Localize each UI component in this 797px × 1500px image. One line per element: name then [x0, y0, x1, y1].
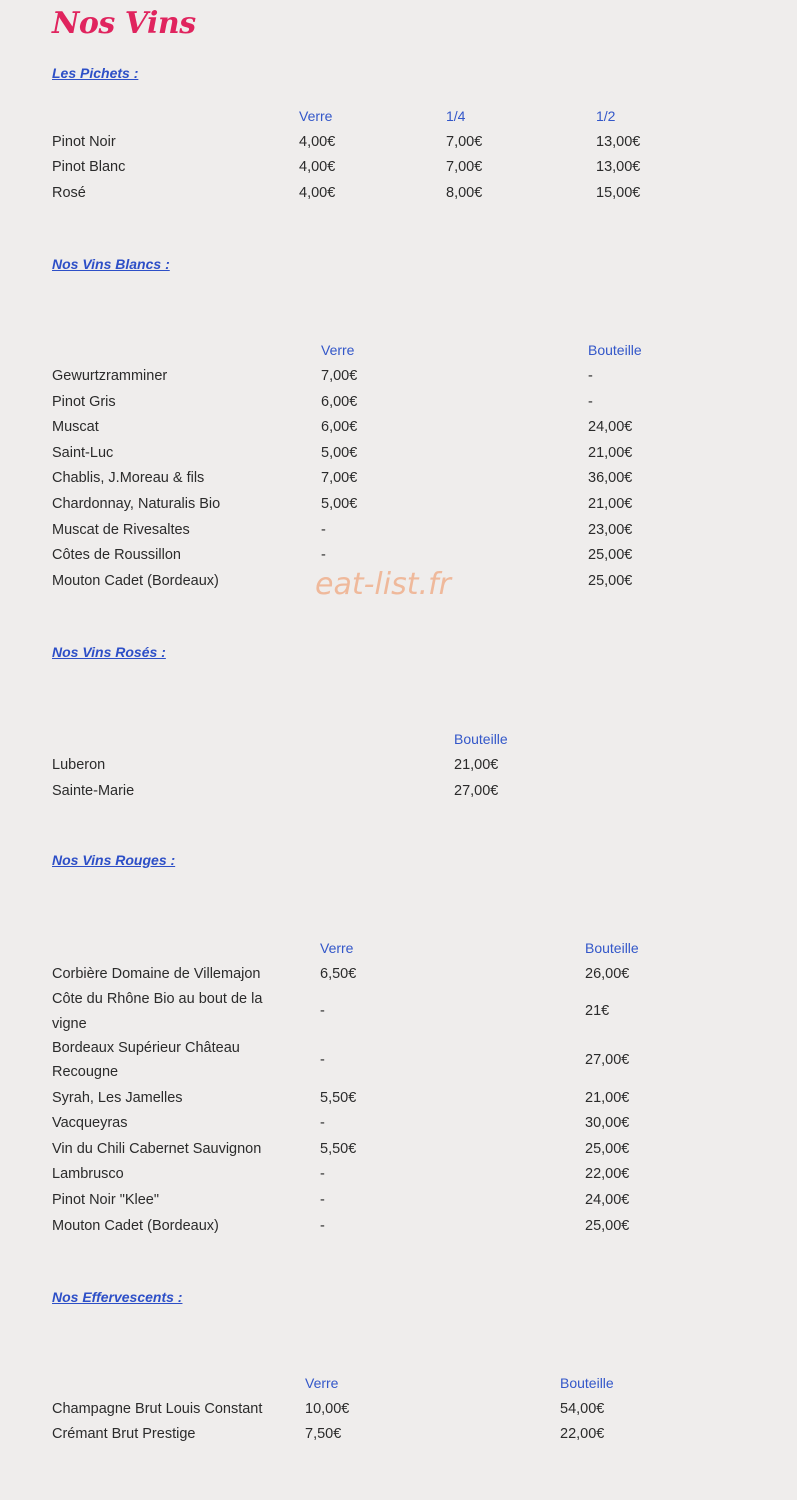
wine-name: Champagne Brut Louis Constant	[52, 1401, 263, 1417]
wine-name: Sainte-Marie	[52, 783, 135, 799]
price-bouteille: 26,00€	[585, 966, 630, 982]
wine-name: Gewurtzramminer	[52, 368, 168, 384]
price-verre: 4,00€	[299, 159, 336, 175]
wine-name: Muscat	[52, 419, 99, 435]
price-verre: 5,00€	[321, 496, 358, 512]
price-verre: 7,00€	[321, 470, 358, 486]
price-quart: 7,00€	[446, 134, 483, 150]
price-verre: -	[320, 1115, 325, 1131]
price-quart: 7,00€	[446, 159, 483, 175]
price-bouteille: -	[588, 394, 593, 410]
wine-name: Pinot Noir "Klee"	[52, 1192, 160, 1208]
col-header-verre: Verre	[321, 342, 355, 358]
price-bouteille: 23,00€	[588, 522, 633, 538]
wine-name: Mouton Cadet (Bordeaux)	[52, 573, 219, 589]
price-bouteille: 21,00€	[588, 496, 633, 512]
section-title-pichets: Les Pichets :	[52, 65, 139, 81]
price-bouteille: 36,00€	[588, 470, 633, 486]
price-verre: 6,00€	[321, 394, 358, 410]
price-verre: -	[320, 1192, 325, 1208]
wine-name: Chardonnay, Naturalis Bio	[52, 496, 221, 512]
col-header-bouteille: Bouteille	[560, 1375, 614, 1391]
price-bouteille: 25,00€	[585, 1141, 630, 1157]
wine-name: Saint-Luc	[52, 445, 114, 461]
price-verre: 6,50€	[320, 966, 357, 982]
price-bouteille: 21,00€	[454, 757, 499, 773]
price-bouteille: 25,00€	[585, 1218, 630, 1234]
price-bouteille: 27,00€	[454, 783, 499, 799]
section-title-roses: Nos Vins Rosés :	[52, 644, 166, 660]
col-header-demi: 1/2	[596, 108, 616, 124]
price-verre: -	[321, 547, 326, 563]
wine-name: Vin du Chili Cabernet Sauvignon	[52, 1141, 262, 1157]
price-verre: 5,00€	[321, 445, 358, 461]
col-header-quart: 1/4	[446, 108, 466, 124]
price-bouteille: 24,00€	[585, 1192, 630, 1208]
price-bouteille: 54,00€	[560, 1401, 605, 1417]
wine-name: Muscat de Rivesaltes	[52, 522, 190, 538]
wine-name: Côtes de Roussillon	[52, 547, 181, 563]
price-bouteille: 24,00€	[588, 419, 633, 435]
price-bouteille: 22,00€	[560, 1426, 605, 1442]
wine-name: Crémant Brut Prestige	[52, 1426, 196, 1442]
price-verre: 4,00€	[299, 134, 336, 150]
wine-name: Pinot Noir	[52, 134, 116, 150]
wine-name-continued: Recougne	[52, 1064, 119, 1080]
price-verre: 7,50€	[305, 1426, 342, 1442]
price-verre: 5,50€	[320, 1090, 357, 1106]
price-quart: 8,00€	[446, 185, 483, 201]
wine-name: Pinot Blanc	[52, 159, 126, 175]
wine-name: Chablis, J.Moreau & fils	[52, 470, 205, 486]
wine-name: Luberon	[52, 757, 106, 773]
col-header-bouteille: Bouteille	[588, 342, 642, 358]
price-bouteille: 30,00€	[585, 1115, 630, 1131]
price-verre: 5,50€	[320, 1141, 357, 1157]
price-verre: -	[320, 1218, 325, 1234]
col-header-bouteille: Bouteille	[454, 731, 508, 747]
col-header-verre: Verre	[299, 108, 333, 124]
price-verre: 6,00€	[321, 419, 358, 435]
section-title-blancs: Nos Vins Blancs :	[52, 256, 170, 272]
col-header-verre: Verre	[305, 1375, 339, 1391]
price-bouteille: 27,00€	[585, 1052, 630, 1068]
wine-name: Mouton Cadet (Bordeaux)	[52, 1218, 219, 1234]
price-bouteille: 25,00€	[588, 547, 633, 563]
wine-name: Rosé	[52, 185, 86, 201]
price-verre: -	[321, 522, 326, 538]
price-bouteille: -	[588, 368, 593, 384]
price-demi: 13,00€	[596, 159, 641, 175]
price-bouteille: 21€	[585, 1003, 610, 1019]
wine-name: Syrah, Les Jamelles	[52, 1090, 183, 1106]
page-title: Nos Vins	[52, 6, 196, 41]
price-verre: 7,00€	[321, 368, 358, 384]
watermark: eat-list.fr	[315, 567, 451, 602]
price-bouteille: 22,00€	[585, 1166, 630, 1182]
price-bouteille: 25,00€	[588, 573, 633, 589]
wine-name-continued: vigne	[52, 1016, 87, 1032]
price-verre: 10,00€	[305, 1401, 350, 1417]
wine-name: Bordeaux Supérieur Château	[52, 1040, 240, 1056]
price-bouteille: 21,00€	[588, 445, 633, 461]
section-title-rouges: Nos Vins Rouges :	[52, 852, 176, 868]
price-bouteille: 21,00€	[585, 1090, 630, 1106]
wine-name: Pinot Gris	[52, 394, 116, 410]
wine-name: Lambrusco	[52, 1166, 124, 1182]
price-verre: -	[320, 1003, 325, 1019]
wine-name: Vacqueyras	[52, 1115, 128, 1131]
price-demi: 15,00€	[596, 185, 641, 201]
wine-name: Côte du Rhône Bio au bout de la	[52, 991, 263, 1007]
col-header-verre: Verre	[320, 940, 354, 956]
col-header-bouteille: Bouteille	[585, 940, 639, 956]
wine-name: Corbière Domaine de Villemajon	[52, 966, 261, 982]
price-verre: 4,00€	[299, 185, 336, 201]
price-verre: -	[320, 1166, 325, 1182]
price-demi: 13,00€	[596, 134, 641, 150]
section-title-effervescents: Nos Effervescents :	[52, 1289, 183, 1305]
price-verre: -	[320, 1052, 325, 1068]
